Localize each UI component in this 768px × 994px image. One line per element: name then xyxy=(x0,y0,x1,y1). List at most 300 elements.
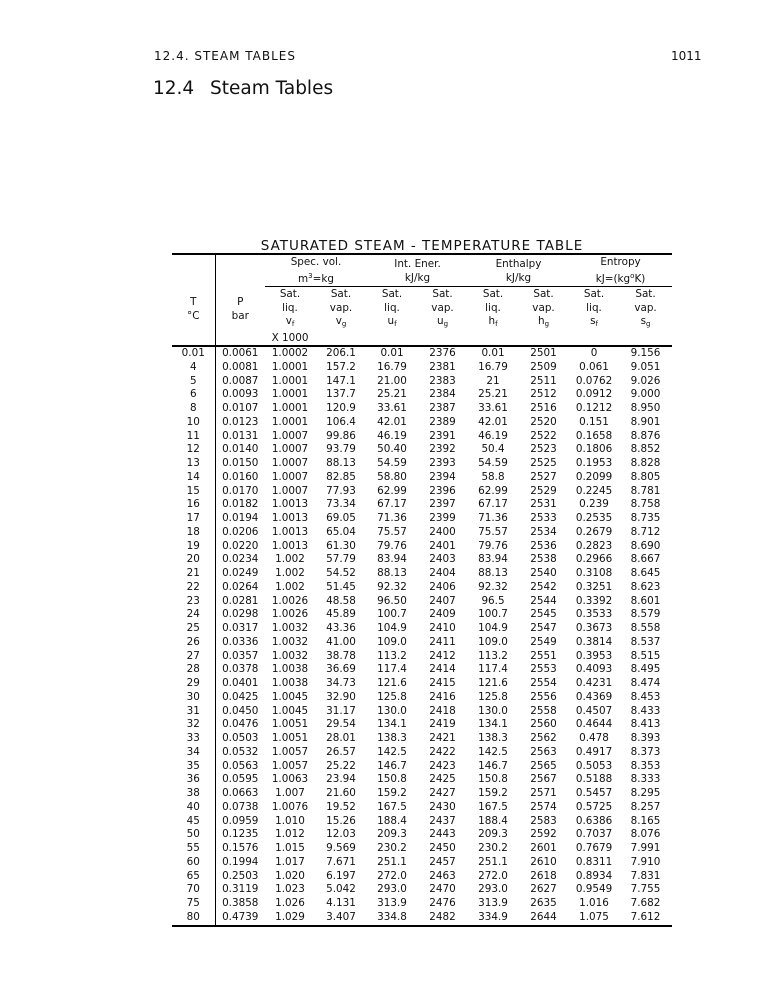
cell-hg: 2563 xyxy=(530,745,557,758)
cell-temperature: 18 xyxy=(172,526,215,540)
cell-vg: 31.17 xyxy=(326,704,356,717)
cell-ug: 2470 xyxy=(429,883,456,896)
cell-sg: 8.667 xyxy=(630,553,661,566)
cell-vf: 1.0013 xyxy=(271,525,309,538)
table-row xyxy=(172,471,672,485)
cell-sg: 8.433 xyxy=(630,704,661,717)
cell-hg: 2551 xyxy=(530,649,557,662)
cell-sf: 0.1953 xyxy=(575,457,613,469)
col-hg-header: Sat. vap. $h_g$ xyxy=(518,287,569,347)
table-row xyxy=(172,361,672,375)
cell-temperature: 13 xyxy=(172,457,215,471)
cell-vg: 12.03 xyxy=(326,828,356,841)
cell-pressure: 0.0378 xyxy=(222,663,259,676)
cell-hg: 2618 xyxy=(530,869,557,882)
cell-temperature: 45 xyxy=(172,815,215,829)
cell-hg: 2558 xyxy=(530,704,557,717)
cell-ug: 2425 xyxy=(429,773,456,786)
cell-vg: 206.1 xyxy=(326,347,356,359)
cell-hf: 67.17 xyxy=(478,498,508,511)
cell-vf: 1.0045 xyxy=(271,704,309,717)
cell-vf: 1.017 xyxy=(275,855,305,868)
cell-ug: 2401 xyxy=(429,539,456,552)
cell-uf: 334.8 xyxy=(367,911,417,926)
cell-sf: 0.3108 xyxy=(575,567,613,579)
cell-vf: 1.015 xyxy=(275,842,305,854)
cell-vg: 26.57 xyxy=(326,745,356,758)
cell-uf: 125.8 xyxy=(377,690,407,703)
cell-hf: 134.1 xyxy=(478,718,508,731)
cell-sf: 0.1806 xyxy=(575,443,613,456)
cell-hf: 272.0 xyxy=(478,869,508,882)
cell-temperature: 31 xyxy=(172,705,215,719)
table-row xyxy=(172,581,672,595)
cell-sg: 7.991 xyxy=(630,842,661,854)
cell-sf: 0.478 xyxy=(579,732,609,744)
cell-temperature: 6 xyxy=(172,388,215,402)
cell-vg: 28.01 xyxy=(326,732,356,744)
cell-hg: 2574 xyxy=(530,800,557,813)
cell-hg: 2627 xyxy=(530,883,557,896)
cell-pressure: 0.0595 xyxy=(222,773,259,786)
cell-uf: 138.3 xyxy=(377,732,407,744)
cell-uf: 104.9 xyxy=(377,622,407,634)
header-spacer xyxy=(215,254,265,287)
cell-uf: 0.01 xyxy=(380,347,404,359)
cell-sg: 8.076 xyxy=(630,828,661,841)
table-row xyxy=(172,691,672,705)
cell-hf: 334.9 xyxy=(468,911,518,926)
cell-vf: 1.0007 xyxy=(271,443,309,456)
cell-sg: 9.000 xyxy=(630,388,661,401)
cell-hg: 2516 xyxy=(530,402,557,414)
cell-pressure: 0.0503 xyxy=(222,732,259,744)
cell-ug: 2457 xyxy=(429,855,456,868)
table-row xyxy=(172,512,672,526)
cell-temperature: 20 xyxy=(172,553,215,567)
cell-pressure: 0.1576 xyxy=(222,842,259,854)
group-entropy xyxy=(569,254,672,287)
table-row xyxy=(172,485,672,499)
cell-pressure: 0.0081 xyxy=(222,360,259,373)
cell-hf: 83.94 xyxy=(478,553,508,566)
cell-hg: 2644 xyxy=(518,911,569,926)
table-row xyxy=(172,595,672,609)
cell-uf: 230.2 xyxy=(377,842,407,854)
cell-hf: 0.01 xyxy=(481,347,505,359)
cell-vg: 57.79 xyxy=(326,553,356,566)
section-title xyxy=(153,78,333,99)
section-number: 12.4 xyxy=(153,78,195,99)
cell-ug: 2391 xyxy=(429,429,456,442)
pressure-header: P bar xyxy=(215,287,265,347)
cell-sf: 0.4369 xyxy=(575,690,613,703)
cell-hg: 2542 xyxy=(530,580,557,593)
cell-pressure: 0.0061 xyxy=(222,347,259,359)
table-row xyxy=(172,636,672,650)
cell-hg: 2520 xyxy=(530,415,557,428)
header-spacer xyxy=(172,254,215,287)
cell-ug: 2410 xyxy=(429,622,456,634)
cell-sf: 0.2966 xyxy=(575,553,613,566)
cell-sf: 0.3953 xyxy=(575,649,613,662)
cell-ug: 2394 xyxy=(429,470,456,483)
cell-ug: 2411 xyxy=(429,635,456,648)
cell-pressure: 0.0425 xyxy=(222,690,259,703)
cell-sg: 8.758 xyxy=(630,498,661,511)
group-enthalpy xyxy=(468,254,569,287)
cell-vf: 1.002 xyxy=(275,567,305,579)
cell-vf: 1.007 xyxy=(275,787,305,799)
cell-hf: 125.8 xyxy=(478,690,508,703)
cell-sf: 0.239 xyxy=(579,498,609,511)
cell-pressure: 0.0298 xyxy=(222,608,259,621)
col-uf-header: Sat. liq. $u_f$ xyxy=(367,287,417,347)
group-spec-vol xyxy=(265,254,367,287)
cell-vf: 1.0013 xyxy=(271,498,309,511)
cell-vg: 61.30 xyxy=(326,539,356,552)
cell-ug: 2387 xyxy=(429,402,456,414)
cell-ug: 2418 xyxy=(429,704,456,717)
cell-uf: 121.6 xyxy=(377,677,407,689)
cell-vg: 137.7 xyxy=(326,388,356,401)
group-unit: $m^3=kg$ xyxy=(298,272,334,285)
cell-pressure: 0.2503 xyxy=(222,869,259,882)
cell-sf: 1.016 xyxy=(579,897,609,909)
group-unit: kJ/kg xyxy=(404,271,431,284)
cell-pressure: 0.0264 xyxy=(222,580,259,593)
cell-hg: 2592 xyxy=(530,828,557,841)
cell-pressure: 0.0450 xyxy=(222,704,259,717)
cell-hg: 2553 xyxy=(530,663,557,676)
cell-sf: 0.2535 xyxy=(575,512,613,524)
cell-hg: 2529 xyxy=(530,484,557,497)
cell-uf: 159.2 xyxy=(377,787,407,799)
cell-sg: 8.579 xyxy=(630,608,661,621)
table-row xyxy=(172,856,672,870)
table-row xyxy=(172,746,672,760)
cell-hg: 2565 xyxy=(530,759,557,772)
cell-temperature: 19 xyxy=(172,540,215,554)
table-row xyxy=(172,897,672,911)
cell-uf: 25.21 xyxy=(377,388,407,401)
cell-hf: 104.9 xyxy=(478,622,508,634)
cell-vg: 23.94 xyxy=(326,773,356,786)
table-row xyxy=(172,705,672,719)
steam-table xyxy=(172,253,672,927)
cell-vg: 43.36 xyxy=(326,622,356,634)
cell-vf: 1.026 xyxy=(275,897,305,909)
cell-temperature: 70 xyxy=(172,883,215,897)
table-row xyxy=(172,773,672,787)
cell-ug: 2419 xyxy=(429,718,456,731)
cell-sg: 8.333 xyxy=(630,773,661,786)
cell-sg: 8.413 xyxy=(630,718,661,731)
cell-vg: 32.90 xyxy=(326,690,356,703)
cell-pressure: 0.0357 xyxy=(222,649,259,662)
cell-pressure: 0.0150 xyxy=(222,457,259,469)
cell-sf: 0.7679 xyxy=(575,842,613,854)
cell-temperature: 38 xyxy=(172,787,215,801)
cell-sg: 8.558 xyxy=(630,622,661,634)
cell-vg: 6.197 xyxy=(326,869,356,882)
cell-sf: 0.4644 xyxy=(575,718,613,731)
cell-sf: 0.5457 xyxy=(575,787,613,799)
cell-sf: 0 xyxy=(590,347,598,359)
group-name: Int. Ener. xyxy=(394,257,441,270)
cell-sf: 0.3814 xyxy=(575,635,613,648)
cell-hf: 109.0 xyxy=(478,635,508,648)
cell-hf: 142.5 xyxy=(478,745,508,758)
cell-temperature: 27 xyxy=(172,650,215,664)
cell-vf: 1.0013 xyxy=(271,512,309,524)
cell-hg: 2534 xyxy=(530,525,557,538)
cell-sf: 0.8311 xyxy=(575,855,613,868)
cell-hf: 96.5 xyxy=(481,594,505,607)
cell-uf: 21.00 xyxy=(377,374,407,387)
table-row xyxy=(172,883,672,897)
col-sf-header: Sat. liq. $s_f$ xyxy=(569,287,619,347)
cell-temperature: 40 xyxy=(172,801,215,815)
cell-vg: 93.79 xyxy=(326,443,356,456)
cell-temperature: 34 xyxy=(172,746,215,760)
cell-uf: 188.4 xyxy=(377,814,407,827)
cell-vg: 147.1 xyxy=(326,374,356,387)
cell-vf: 1.0007 xyxy=(271,429,309,442)
section-name: Steam Tables xyxy=(210,78,334,99)
cell-temperature: 75 xyxy=(172,897,215,911)
cell-hf: 25.21 xyxy=(478,388,508,401)
cell-uf: 67.17 xyxy=(377,498,407,511)
cell-hf: 138.3 xyxy=(478,732,508,744)
cell-hf: 146.7 xyxy=(478,759,508,772)
cell-sf: 0.8934 xyxy=(575,869,613,882)
table-row xyxy=(172,498,672,512)
cell-uf: 313.9 xyxy=(377,897,407,909)
cell-pressure: 0.0281 xyxy=(222,594,259,607)
cell-uf: 71.36 xyxy=(377,512,407,524)
cell-temperature: 15 xyxy=(172,485,215,499)
cell-sg: 8.901 xyxy=(630,415,661,428)
cell-ug: 2412 xyxy=(429,649,456,662)
cell-hf: 88.13 xyxy=(478,567,508,579)
cell-hg: 2538 xyxy=(530,553,557,566)
cell-hf: 71.36 xyxy=(478,512,508,524)
cell-sf: 0.4507 xyxy=(575,704,613,717)
cell-hg: 2545 xyxy=(530,608,557,621)
cell-sg: 8.165 xyxy=(630,814,661,827)
cell-sg: 9.051 xyxy=(630,360,661,373)
cell-hg: 2511 xyxy=(530,374,557,387)
cell-pressure: 0.0401 xyxy=(222,677,259,689)
cell-uf: 88.13 xyxy=(377,567,407,579)
cell-hf: 62.99 xyxy=(478,484,508,497)
table-row xyxy=(172,870,672,884)
cell-uf: 54.59 xyxy=(377,457,407,469)
table-row xyxy=(172,650,672,664)
cell-vf: 1.0001 xyxy=(271,374,309,387)
cell-hf: 313.9 xyxy=(478,897,508,909)
cell-sg: 8.295 xyxy=(630,787,661,799)
cell-uf: 134.1 xyxy=(377,718,407,731)
cell-ug: 2404 xyxy=(429,567,456,579)
table-row xyxy=(172,526,672,540)
cell-hf: 167.5 xyxy=(478,800,508,813)
cell-ug: 2376 xyxy=(429,347,456,359)
cell-hg: 2567 xyxy=(530,773,557,786)
cell-vg: 36.69 xyxy=(326,663,356,676)
group-name: Entropy xyxy=(600,256,641,268)
cell-temperature: 65 xyxy=(172,870,215,884)
cell-uf: 92.32 xyxy=(377,580,407,593)
cell-vg: 21.60 xyxy=(326,787,356,799)
cell-sf: 0.7037 xyxy=(575,828,613,841)
vf-multiplier: X 1000 xyxy=(271,331,309,344)
cell-vf: 1.012 xyxy=(275,828,305,841)
cell-vf: 1.0002 xyxy=(271,347,309,359)
cell-vf: 1.0051 xyxy=(271,732,309,744)
cell-pressure: 0.0170 xyxy=(222,484,259,497)
col-hf-header: Sat. liq. $h_f$ xyxy=(468,287,518,347)
cell-ug: 2463 xyxy=(429,869,456,882)
cell-vg: 25.22 xyxy=(326,759,356,772)
cell-temperature: 4 xyxy=(172,361,215,375)
cell-sf: 0.2679 xyxy=(575,525,613,538)
table-row xyxy=(172,346,672,361)
cell-sf: 0.151 xyxy=(579,415,609,428)
cell-vg: 106.4 xyxy=(326,415,356,428)
cell-sf: 0.2823 xyxy=(575,539,613,552)
cell-vf: 1.0001 xyxy=(271,415,309,428)
cell-sf: 0.9549 xyxy=(575,883,613,896)
cell-ug: 2416 xyxy=(429,690,456,703)
cell-pressure: 0.0093 xyxy=(222,388,259,401)
cell-pressure: 0.0107 xyxy=(222,402,259,414)
running-head: 12.4. STEAM TABLES xyxy=(154,49,296,63)
cell-hg: 2540 xyxy=(530,567,557,579)
cell-vg: 88.13 xyxy=(326,457,356,469)
cell-hg: 2536 xyxy=(530,539,557,552)
cell-vf: 1.0063 xyxy=(271,773,309,786)
cell-vf: 1.0001 xyxy=(271,388,309,401)
cell-temperature: 24 xyxy=(172,608,215,622)
cell-hf: 159.2 xyxy=(478,787,508,799)
table-row xyxy=(172,388,672,402)
cell-sg: 8.495 xyxy=(630,663,661,676)
cell-sg: 8.393 xyxy=(630,732,661,744)
cell-temperature: 29 xyxy=(172,677,215,691)
cell-temperature: 25 xyxy=(172,622,215,636)
cell-vf: 1.0038 xyxy=(271,663,309,676)
cell-sf: 0.4917 xyxy=(575,745,613,758)
cell-vf: 1.0032 xyxy=(271,635,309,648)
cell-uf: 251.1 xyxy=(377,855,407,868)
table-row xyxy=(172,828,672,842)
table-row xyxy=(172,567,672,581)
cell-ug: 2381 xyxy=(429,360,456,373)
cell-sg: 7.682 xyxy=(630,897,661,909)
table-caption: SATURATED STEAM - TEMPERATURE TABLE xyxy=(260,238,584,254)
cell-pressure: 0.0182 xyxy=(222,498,259,511)
cell-sg: 7.831 xyxy=(630,869,661,882)
cell-pressure: 0.3858 xyxy=(222,897,259,909)
table-row xyxy=(172,718,672,732)
cell-ug: 2421 xyxy=(429,732,456,744)
table-row xyxy=(172,787,672,801)
cell-uf: 150.8 xyxy=(377,773,407,786)
cell-temperature: 11 xyxy=(172,430,215,444)
cell-vf: 1.0026 xyxy=(271,608,309,621)
cell-uf: 79.76 xyxy=(377,539,407,552)
cell-ug: 2396 xyxy=(429,484,456,497)
cell-sg: 8.876 xyxy=(630,429,661,442)
cell-sg: 8.453 xyxy=(630,690,661,703)
cell-hf: 293.0 xyxy=(478,883,508,896)
cell-sf: 0.2099 xyxy=(575,470,613,483)
cell-hf: 117.4 xyxy=(478,663,508,676)
cell-hf: 113.2 xyxy=(478,649,508,662)
cell-hf: 79.76 xyxy=(478,539,508,552)
table-row xyxy=(172,760,672,774)
cell-pressure: 0.0206 xyxy=(222,525,259,538)
cell-vf: 1.0013 xyxy=(271,539,309,552)
cell-temperature: 32 xyxy=(172,718,215,732)
cell-uf: 33.61 xyxy=(377,402,407,414)
cell-pressure: 0.1994 xyxy=(222,855,259,868)
cell-pressure: 0.0123 xyxy=(222,415,259,428)
cell-vf: 1.0032 xyxy=(271,649,309,662)
cell-hg: 2522 xyxy=(530,429,557,442)
cell-sf: 0.5053 xyxy=(575,759,613,772)
cell-pressure: 0.0249 xyxy=(222,567,259,579)
table-row xyxy=(172,801,672,815)
cell-uf: 58.80 xyxy=(377,470,407,483)
cell-ug: 2423 xyxy=(429,759,456,772)
cell-hg: 2554 xyxy=(530,677,557,689)
cell-sg: 8.601 xyxy=(630,594,661,607)
cell-uf: 109.0 xyxy=(377,635,407,648)
cell-hg: 2547 xyxy=(530,622,557,634)
cell-pressure: 0.0234 xyxy=(222,553,259,566)
cell-sf: 0.1658 xyxy=(575,429,613,442)
temperature-header: T °C xyxy=(172,287,215,347)
cell-vf: 1.0007 xyxy=(271,470,309,483)
cell-temperature: 16 xyxy=(172,498,215,512)
cell-hf: 42.01 xyxy=(478,415,508,428)
cell-ug: 2422 xyxy=(429,745,456,758)
cell-hf: 121.6 xyxy=(478,677,508,689)
table-row xyxy=(172,540,672,554)
group-name: Enthalpy xyxy=(495,257,542,270)
cell-ug: 2383 xyxy=(429,374,456,387)
cell-sf: 0.3251 xyxy=(575,580,613,593)
cell-hg: 2610 xyxy=(530,855,557,868)
col-vg-header: Sat. vap. $v_g$ xyxy=(315,287,367,347)
cell-uf: 96.50 xyxy=(377,594,407,607)
cell-vf: 1.0038 xyxy=(271,677,309,689)
cell-vg: 34.73 xyxy=(326,677,356,689)
cell-ug: 2450 xyxy=(429,842,456,854)
cell-uf: 46.19 xyxy=(377,429,407,442)
cell-uf: 272.0 xyxy=(377,869,407,882)
cell-ug: 2403 xyxy=(429,553,456,566)
cell-uf: 16.79 xyxy=(377,360,407,373)
cell-vg: 7.671 xyxy=(326,855,356,868)
cell-temperature: 14 xyxy=(172,471,215,485)
cell-pressure: 0.0131 xyxy=(222,429,259,442)
cell-vf: 1.0076 xyxy=(271,800,309,813)
cell-vf: 1.002 xyxy=(275,553,305,566)
